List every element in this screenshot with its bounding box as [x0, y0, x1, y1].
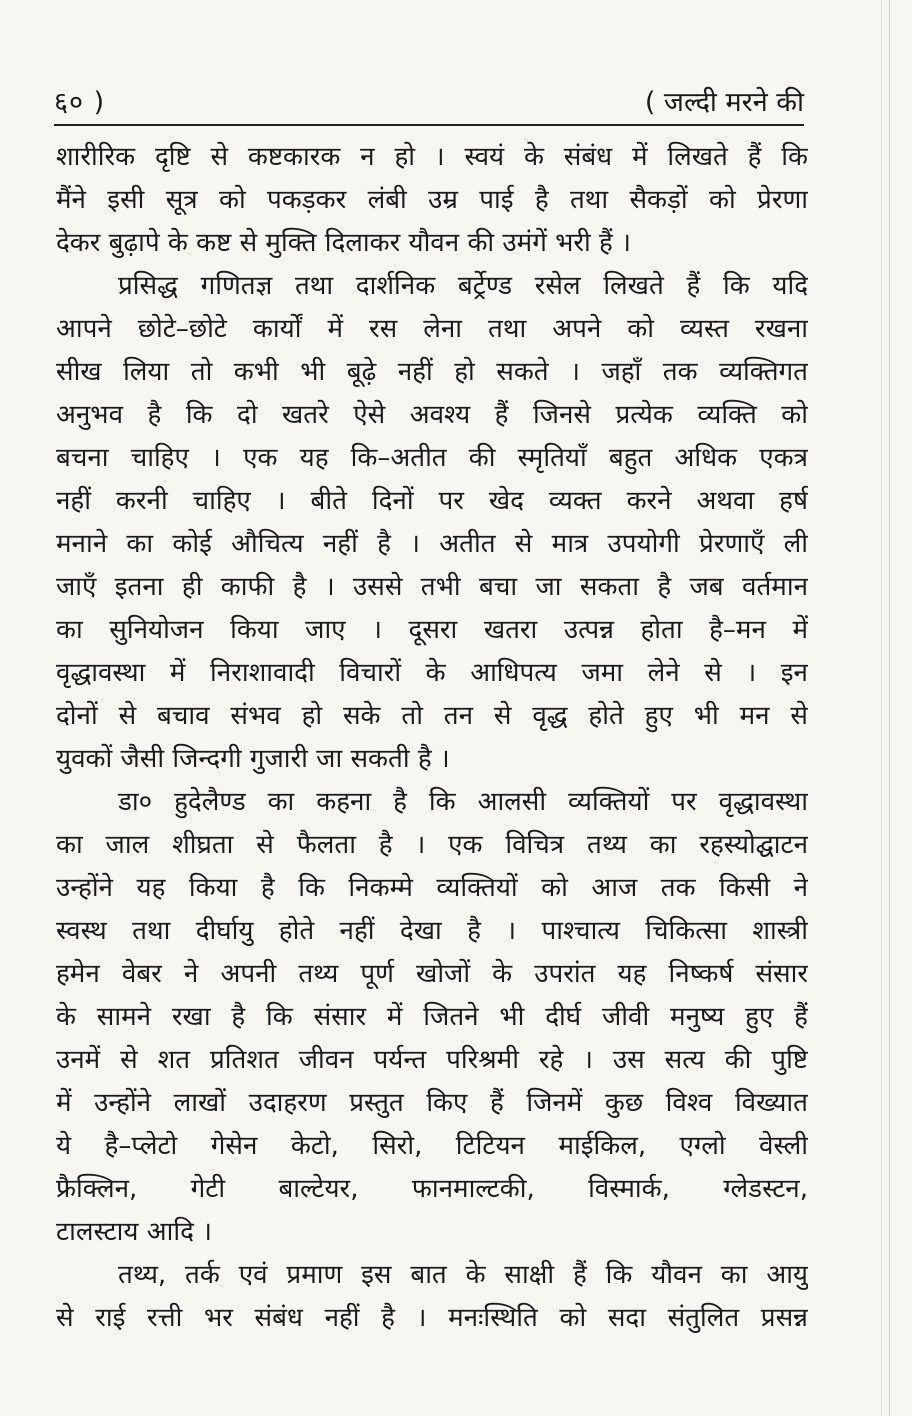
text-line: का जाल शीघ्रता से फैलता है । एक विचित्र तथ्य का रहस्योद्घाटन	[56, 830, 808, 860]
header-rule	[54, 124, 804, 126]
text-line: फ्रैक्लिन, गेटी बाल्टेयर, फानमाल्टकी, विस्मार्क, ग्लेडस्टन,	[56, 1174, 808, 1204]
text-line: शारीरिक दृष्टि से कष्टकारक न हो । स्वयं के संबंध में लिखते हैं कि	[56, 142, 808, 172]
text-line: ये है–प्लेटो गेसेन केटो, सिरो, टिटियन माईकिल, एग्लो वेस्ली	[56, 1131, 808, 1161]
text-line: प्रसिद्ध गणितज्ञ तथा दार्शनिक बर्ट्रेण्ड रसेल लिखते हैं कि यदि	[118, 271, 808, 301]
text-line: का सुनियोजन किया जाए । दूसरा खतरा उत्पन्न होता है–मन में	[56, 615, 808, 645]
page-header	[54, 82, 804, 126]
body-text	[56, 136, 808, 1340]
text-line: देकर बुढ़ापे के कष्ट से मुक्ति दिलाकर यौवन की उमंगें भरी हैं ।	[56, 228, 631, 258]
page-number: ६० )	[54, 87, 106, 118]
text-line: टालस्टाय आदि ।	[56, 1217, 212, 1247]
text-line: डा० हुदेलैण्ड का कहना है कि आलसी व्यक्तियों पर वृद्धावस्था	[118, 787, 808, 817]
text-line: जाएँ इतना ही काफी है । उससे तभी बचा जा सकता है जब वर्तमान	[56, 572, 808, 602]
text-line: उन्होंने यह किया है कि निकम्मे व्यक्तियों को आज तक किसी ने	[56, 873, 808, 903]
text-line: के सामने रखा है कि संसार में जितने भी दीर्घ जीवी मनुष्य हुए हैं	[56, 1002, 808, 1032]
text-line: हमेन वेबर ने अपनी तथ्य पूर्ण खोजों के उपरांत यह निष्कर्ष संसार	[56, 959, 808, 989]
text-line: मैंने इसी सूत्र को पकड़कर लंबी उम्र पाई है तथा सैकड़ों को प्रेरणा	[56, 185, 808, 215]
page-edge-shadow	[881, 0, 882, 1416]
text-line: बचना चाहिए । एक यह कि–अतीत की स्मृतियाँ बहुत अधिक एकत्र	[56, 443, 808, 473]
running-title: ( जल्दी मरने की	[644, 87, 804, 118]
text-line: युवकों जैसी जिन्दगी गुजारी जा सकती है ।	[56, 744, 450, 774]
text-line: आपने छोटे–छोटे कार्यों में रस लेना तथा अपने को व्यस्त रखना	[56, 314, 808, 344]
text-line: उनमें से शत प्रतिशत जीवन पर्यन्त परिश्रमी रहे । उस सत्य की पुष्टि	[56, 1045, 808, 1075]
text-line: अनुभव है कि दो खतरे ऐसे अवश्य हैं जिनसे प्रत्येक व्यक्ति को	[56, 400, 808, 430]
text-line: में उन्होंने लाखों उदाहरण प्रस्तुत किए हैं जिनमें कुछ विश्व विख्यात	[56, 1088, 808, 1118]
text-line: से राई रत्ती भर संबंध नहीं है । मनःस्थिति को सदा संतुलित प्रसन्न	[56, 1303, 808, 1333]
text-line: वृद्धावस्था में निराशावादी विचारों के आधिपत्य जमा लेने से । इन	[56, 658, 808, 688]
text-line: सीख लिया तो कभी भी बूढ़े नहीं हो सकते । जहाँ तक व्यक्तिगत	[56, 357, 808, 387]
text-line: मनाने का कोई औचित्य नहीं है । अतीत से मात्र उपयोगी प्रेरणाएँ ली	[56, 529, 808, 559]
text-line: नहीं करनी चाहिए । बीते दिनों पर खेद व्यक्त करने अथवा हर्ष	[56, 486, 808, 516]
text-line: स्वस्थ तथा दीर्घायु होते नहीं देखा है । पाश्चात्य चिकित्सा शास्त्री	[56, 916, 808, 946]
text-line: तथ्य, तर्क एवं प्रमाण इस बात के साक्षी हैं कि यौवन का आयु	[118, 1260, 808, 1290]
text-line: दोनों से बचाव संभव हो सके तो तन से वृद्ध होते हुए भी मन से	[56, 701, 808, 731]
page-edge	[889, 0, 890, 1416]
